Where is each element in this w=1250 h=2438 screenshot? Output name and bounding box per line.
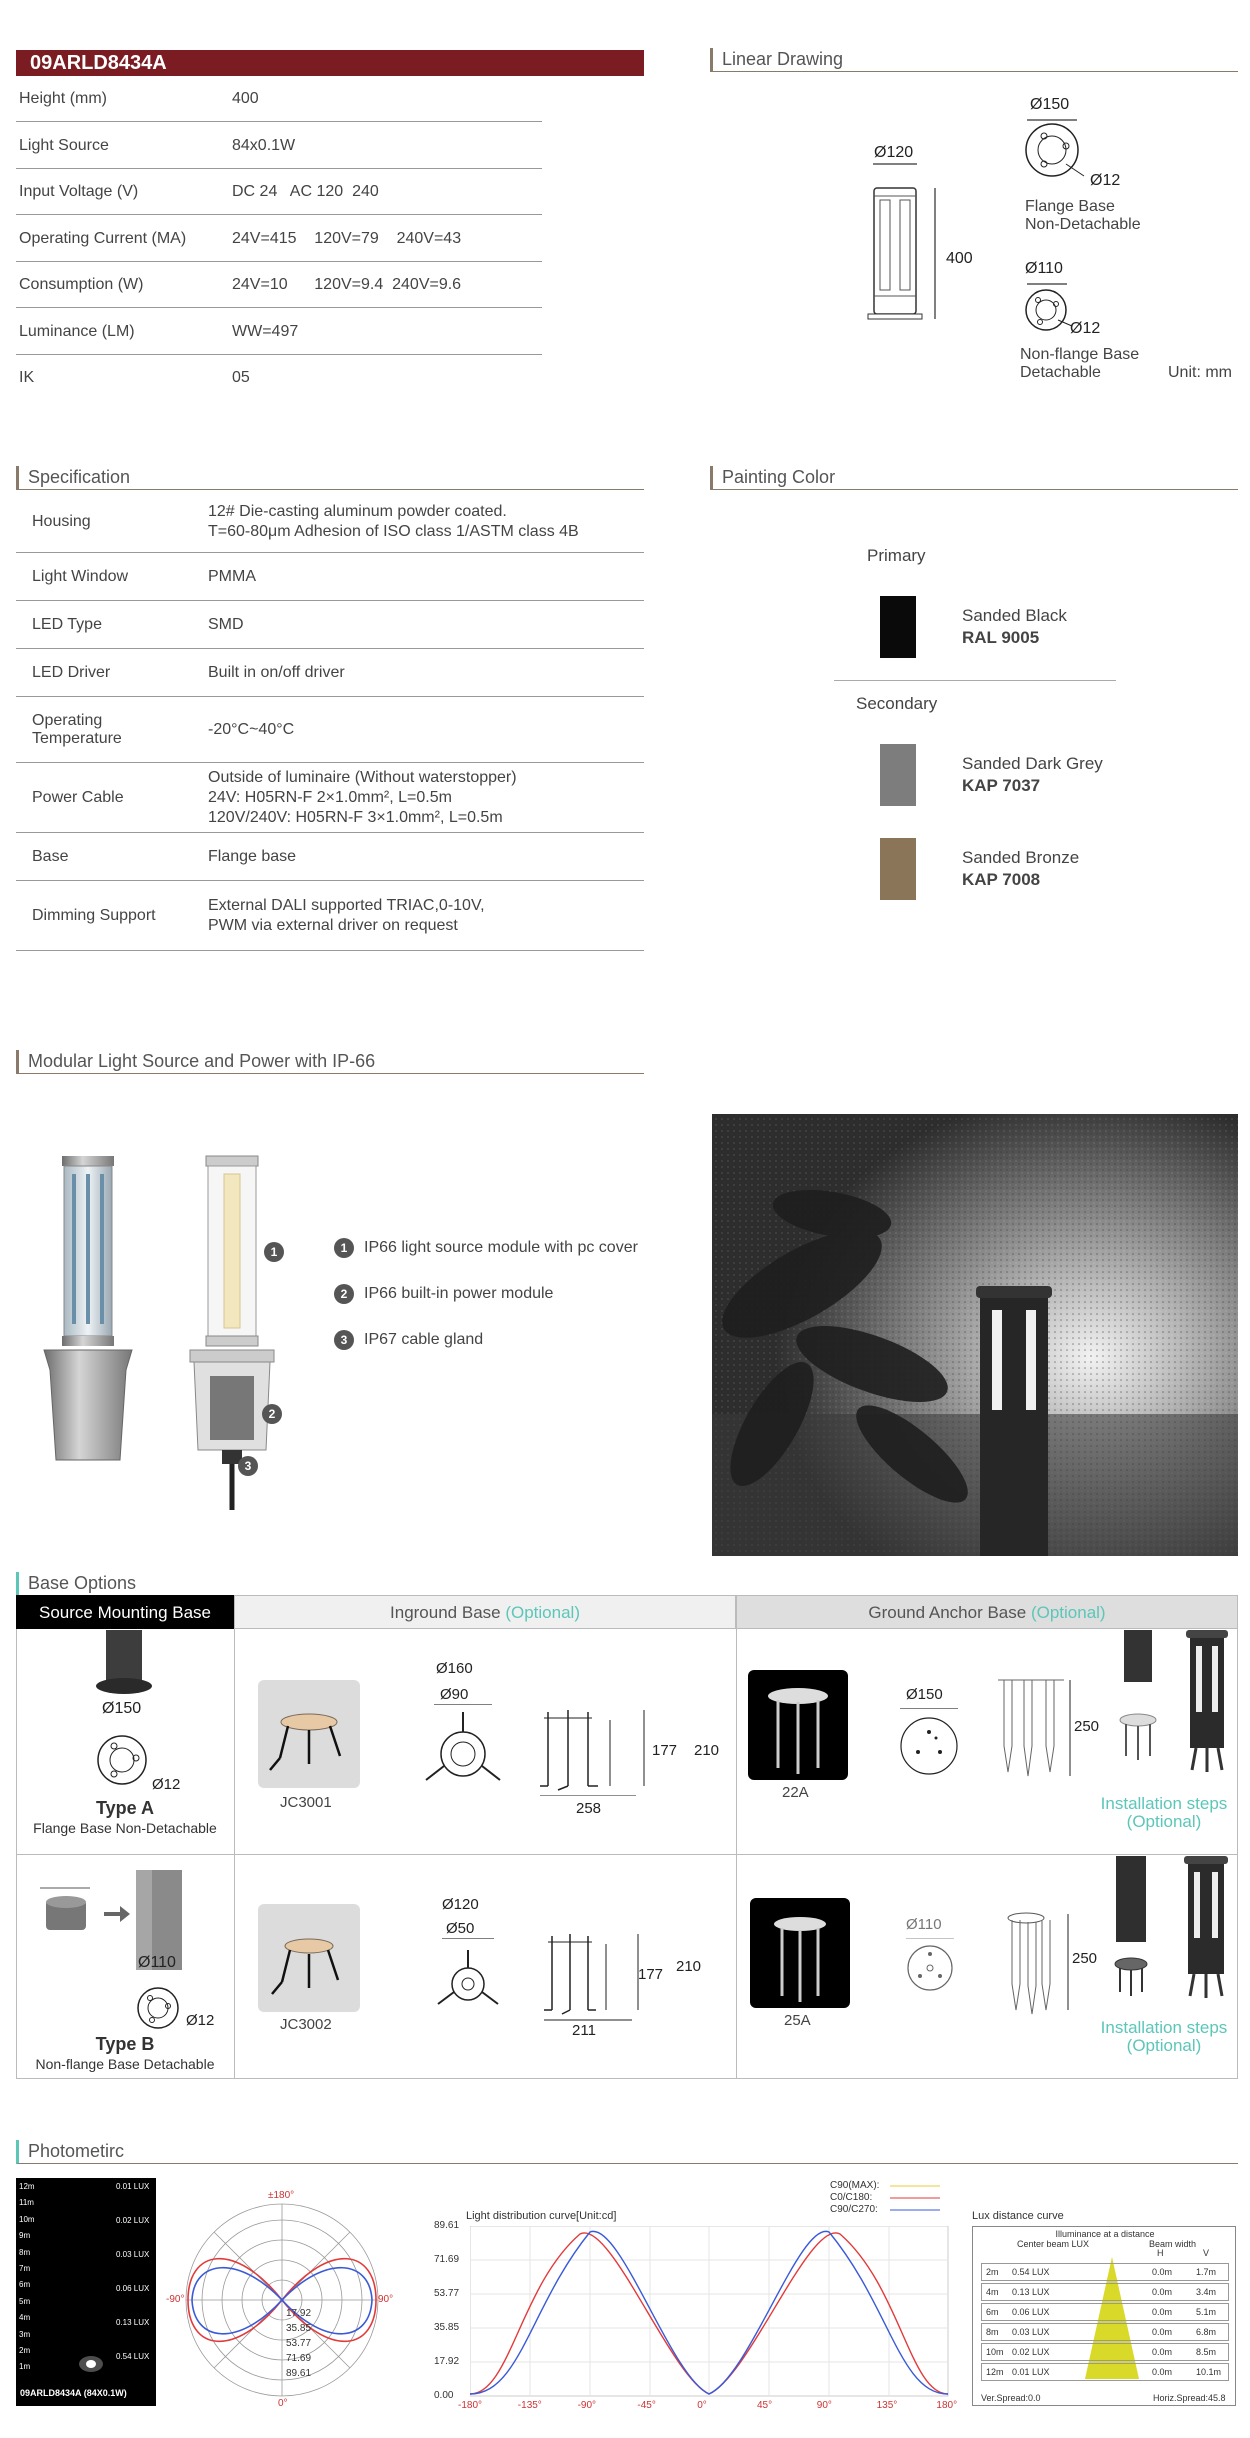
isolux-row-label-6: 6m [19, 2280, 31, 2290]
polar-top-label: ±180° [268, 2190, 295, 2201]
spec-value: DC 24 AC 120 240 [232, 183, 379, 200]
lux-row-5 [981, 2363, 1229, 2381]
curve-x-tick-2: -90° [577, 2400, 597, 2411]
polar-right-label: 90° [378, 2294, 394, 2305]
lux-h: 0.0m [1152, 2307, 1173, 2317]
type-b-nonflange-icon [134, 1984, 184, 2034]
color-name-1: Sanded Dark Grey [962, 754, 1103, 773]
color-swatch-1 [880, 744, 916, 806]
lux-h: 0.0m [1152, 2327, 1173, 2337]
lux-curve-title: Lux distance curve [972, 2210, 1064, 2222]
anchor-25a-optional: (Optional) [1126, 2036, 1202, 2055]
anchor-22a-side-drawing [994, 1676, 1074, 1786]
lux-v: 3.4m [1196, 2287, 1217, 2297]
color-swatch-0 [880, 596, 916, 658]
anchor-25a-side-drawing [1002, 1910, 1076, 2020]
polar-ring-label-1: 35.85 [286, 2323, 312, 2334]
curve-y-tick-5: 0.00 [434, 2390, 454, 2401]
spec-label: Light Source [19, 136, 109, 154]
module-item-text-1: IP66 built-in power module [364, 1285, 554, 1302]
lux-value: 0.54 LUX [1012, 2267, 1050, 2277]
lux-value: 0.06 LUX [1012, 2307, 1050, 2317]
module-item-badge-0: 1 [334, 1238, 354, 1258]
spec-label: Consumption (W) [19, 276, 144, 293]
spec-row-5 [16, 309, 542, 355]
lux-v: 10.1m [1196, 2367, 1222, 2377]
curve-y-tick-2: 53.77 [434, 2288, 460, 2299]
polar-bottom-label: 0° [278, 2398, 288, 2409]
isolux-row-label-4: 8m [19, 2247, 31, 2257]
lux-value: 0.02 LUX [1012, 2347, 1050, 2357]
module-item-badge-2: 3 [334, 1330, 354, 1350]
polar-ring-label-4: 89.61 [286, 2368, 312, 2379]
lux-row-4 [981, 2343, 1229, 2361]
nonflange-base-label: Non-flange Base [1020, 346, 1140, 363]
spec-row-4 [16, 262, 542, 308]
type-b-hole: Ø12 [186, 2012, 215, 2029]
jc3001-code: JC3001 [280, 1794, 332, 1811]
module-item-badge-1: 2 [334, 1284, 354, 1304]
jc3001-d2: Ø90 [440, 1686, 469, 1703]
color-code-1: KAP 7037 [962, 776, 1041, 795]
spec-row-0 [16, 76, 542, 122]
jc3002-top-drawing [430, 1938, 506, 2022]
polar-ring-label-3: 71.69 [286, 2353, 312, 2364]
header-anchor-text: Ground Anchor Base [868, 1603, 1027, 1622]
jc3001-h1: 177 [652, 1742, 678, 1759]
lux-v: 6.8m [1196, 2327, 1217, 2337]
dim-400: 400 [946, 250, 973, 267]
dim-12b: Ø12 [1070, 320, 1101, 337]
polar-ring-label-0: 17.92 [286, 2308, 312, 2319]
painting-color-title: Painting Color [710, 466, 1238, 490]
spec-value: 24V=10 120V=9.4 240V=9.6 [232, 276, 462, 293]
modular-title: Modular Light Source and Power with IP-66 [16, 1050, 644, 1074]
header-source-mounting: Source Mounting Base [16, 1595, 234, 1629]
header-anchor-optional: (Optional) [1030, 1603, 1106, 1622]
lux-col-h: H [1157, 2248, 1164, 2258]
dim-120: Ø120 [874, 144, 914, 161]
primary-label: Primary [867, 546, 926, 565]
curve-x-tick-7: 135° [876, 2400, 898, 2411]
specification-row-2 [16, 601, 644, 649]
curve-x-tick-4: 0° [697, 2400, 707, 2411]
jc3002-code: JC3002 [280, 2016, 332, 2033]
specification-label: Operating Temperature [32, 711, 122, 747]
lux-h: 0.0m [1152, 2347, 1173, 2357]
curve-legend-0: C90(MAX): [830, 2180, 880, 2191]
secondary-label: Secondary [856, 694, 938, 713]
jc3001-photo [258, 1680, 360, 1788]
color-name-2: Sanded Bronze [962, 848, 1080, 867]
anchor-22a-dia: Ø150 [906, 1686, 943, 1703]
isolux-lux-label-0: 0.01 LUX [116, 2182, 150, 2191]
specification-value: 12# Die-casting aluminum powder coated. T=60-80μm Adhesion of ISO class 1/ASTM class 4B [208, 502, 579, 540]
isolux-row-label-10: 2m [19, 2346, 31, 2355]
jc3002-d2: Ø50 [446, 1920, 475, 1937]
specification-row-6 [16, 833, 644, 881]
curve-y-tick-1: 71.69 [434, 2254, 460, 2265]
curve-x-tick-0: -180° [458, 2400, 483, 2411]
curve-x-tick-3: -45° [637, 2400, 656, 2411]
header-anchor [736, 1595, 1238, 1629]
header-inground-text: Inground Base [390, 1603, 501, 1622]
module-cutaway-drawing [180, 1150, 290, 1520]
specification-value: Built in on/off driver [208, 663, 345, 681]
header-inground-optional: (Optional) [505, 1603, 580, 1622]
lux-v: 8.5m [1196, 2347, 1217, 2357]
lux-value: 0.03 LUX [1012, 2327, 1050, 2337]
curve-x-tick-1: -135° [517, 2400, 542, 2411]
color-code-0: RAL 9005 [962, 628, 1040, 647]
specification-label: Light Window [32, 567, 129, 585]
lux-row-0 [981, 2263, 1229, 2281]
isolux-row-label-2: 10m [19, 2214, 35, 2224]
curve-y-tick-0: 89.61 [434, 2220, 460, 2231]
specification-value: SMD [208, 615, 244, 633]
anchor-25a-code: 25A [784, 2012, 811, 2029]
lux-distance: 8m [986, 2327, 999, 2337]
lux-v: 5.1m [1196, 2307, 1217, 2317]
anchor-22a-code: 22A [782, 1784, 809, 1801]
callout-3-badge: 3 [238, 1456, 258, 1476]
type-a-desc: Flange Base Non-Detachable [33, 1820, 217, 1836]
isolux-row-label-8: 4m [19, 2313, 31, 2323]
lux-row-1 [981, 2283, 1229, 2301]
lux-distance: 4m [986, 2287, 999, 2297]
specification-row-4 [16, 697, 644, 763]
isolux-lux-label-3: 0.06 LUX [116, 2284, 150, 2293]
specification-row-0 [16, 491, 644, 553]
photometric-title: Photometirc [16, 2140, 1238, 2164]
type-b-dia: Ø110 [138, 1954, 176, 1971]
callout-1-badge: 1 [264, 1242, 284, 1262]
lux-row-3 [981, 2323, 1229, 2341]
anchor-25a-top-drawing [902, 1938, 958, 1994]
anchor-25a-photo [750, 1898, 850, 2008]
dim-150: Ø150 [1030, 96, 1070, 113]
dim-12a: Ø12 [1090, 172, 1121, 189]
anchor-25a-h: 250 [1072, 1950, 1098, 1967]
lux-col-center: Center beam LUX [1017, 2239, 1090, 2249]
distribution-curve-chart [470, 2226, 950, 2414]
isolux-row-label-0: 12m [19, 2182, 35, 2191]
flange-base-icon [1022, 118, 1092, 188]
isolux-lux-label-1: 0.02 LUX [116, 2216, 150, 2225]
type-a-name: Type A [95, 1798, 154, 1818]
flange-base-label: Flange Base [1025, 198, 1115, 215]
type-a-dia: Ø150 [102, 1700, 142, 1717]
spec-value: 24V=415 120V=79 240V=43 [232, 229, 462, 247]
spec-label: Luminance (LM) [19, 322, 135, 340]
spec-value: 84x0.1W [232, 136, 296, 154]
spec-value: 05 [232, 369, 250, 386]
specification-label: LED Driver [32, 663, 111, 681]
ambient-scene-photo [712, 1114, 1238, 1556]
curve-legend-1: C0/C180: [830, 2192, 873, 2203]
specification-value: PMMA [208, 567, 256, 585]
anchor-25a-dia: Ø110 [906, 1916, 942, 1933]
specification-value: External DALI supported TRIAC,0-10V, PWM via external driver on request [208, 896, 485, 934]
color-name-0: Sanded Black [962, 606, 1067, 625]
isolux-row-label-7: 5m [19, 2296, 31, 2306]
anchor-25a-install-steps [1104, 1856, 1238, 2016]
polar-left-label: -90° [166, 2294, 185, 2305]
specification-label: Dimming Support [32, 906, 156, 924]
specification-row-1 [16, 553, 644, 601]
color-code-2: KAP 7008 [962, 870, 1041, 889]
curve-x-tick-6: 90° [816, 2400, 832, 2411]
base-options-title: Base Options [16, 1572, 1238, 1596]
lux-h: 0.0m [1152, 2267, 1173, 2277]
lux-h: 0.0m [1152, 2367, 1173, 2377]
curve-legend-2: C90/C270: [830, 2204, 878, 2215]
callout-2-badge: 2 [262, 1404, 282, 1424]
specification-value: Outside of luminaire (Without waterstopper) 24V: H05RN-F 2×1.0mm², L=0.5m 120V/240V: H05RN-F 3×1.0mm², L=0.5m [208, 768, 517, 826]
type-a-base-photo [94, 1630, 154, 1700]
bollard-side-drawing [860, 140, 970, 340]
anchor-22a-h: 250 [1074, 1718, 1100, 1735]
anchor-22a-optional: (Optional) [1126, 1812, 1202, 1831]
lux-hor-spread: Horiz.Spread:45.8 [1153, 2393, 1226, 2403]
spec-row-1 [16, 123, 542, 169]
spec-row-3 [16, 216, 542, 262]
lux-v: 1.7m [1196, 2267, 1217, 2277]
jc3001-d1: Ø160 [436, 1660, 473, 1677]
jc3002-w: 211 [572, 2022, 596, 2039]
specification-label: Housing [32, 512, 91, 530]
lux-ver-spread: Ver.Spread:0.0 [981, 2393, 1041, 2403]
specification-value: Flange base [208, 847, 297, 865]
lux-col-v: V [1203, 2248, 1210, 2258]
spec-label: Input Voltage (V) [19, 183, 139, 200]
linear-drawing-title: Linear Drawing [710, 48, 1238, 72]
detachable-label: Detachable [1020, 364, 1101, 381]
anchor-22a-top-drawing [894, 1708, 964, 1778]
isolux-caption: 09ARLD8434A (84X0.1W) [20, 2388, 127, 2398]
spec-label: Operating Current (MA) [19, 229, 187, 247]
spec-row-2 [16, 169, 542, 215]
specification-row-3 [16, 649, 644, 697]
isolux-hotspot [76, 2352, 106, 2376]
lux-col-beam: Beam width [1149, 2239, 1197, 2249]
isolux-lux-label-2: 0.03 LUX [116, 2250, 150, 2259]
jc3002-d1: Ø120 [442, 1896, 479, 1913]
curve-y-tick-4: 17.92 [434, 2356, 460, 2367]
polar-ring-label-2: 53.77 [286, 2338, 312, 2349]
jc3001-w: 258 [576, 1800, 602, 1817]
isolux-row-label-5: 7m [19, 2264, 31, 2273]
product-code-banner: 09ARLD8434A [16, 50, 644, 76]
specification-label: Base [32, 847, 69, 865]
type-b-name: Type B [95, 2034, 155, 2054]
type-b-base-photo [36, 1870, 206, 1980]
anchor-22a-steps: Installation steps [1100, 1794, 1228, 1813]
isolux-lux-label-5: 0.54 LUX [116, 2352, 150, 2361]
curve-x-tick-8: 180° [936, 2400, 958, 2411]
specification-row-7 [16, 881, 644, 951]
spec-value: WW=497 [232, 322, 299, 340]
isolux-row-label-11: 1m [19, 2362, 31, 2372]
module-item-text-0: IP66 light source module with pc cover [364, 1239, 638, 1256]
specification-label: Power Cable [32, 788, 124, 806]
color-divider [834, 680, 1116, 681]
color-swatch-2 [880, 838, 916, 900]
jc3002-h1: 177 [638, 1966, 664, 1983]
lux-value: 0.13 LUX [1012, 2287, 1050, 2297]
spec-value: 400 [232, 90, 259, 107]
unit-label: Unit: mm [1168, 364, 1232, 381]
lux-distance: 10m [986, 2347, 1004, 2357]
lux-distance: 12m [986, 2367, 1004, 2377]
specification-row-5 [16, 763, 644, 833]
jc3001-side-drawing [538, 1706, 648, 1796]
lux-header: Illuminance at a distance [1055, 2229, 1155, 2239]
jc3002-side-drawing [542, 1930, 642, 2022]
type-a-flange-icon [94, 1732, 150, 1788]
curve-y-tick-3: 35.85 [434, 2322, 460, 2333]
dim-110: Ø110 [1025, 260, 1063, 277]
lux-h: 0.0m [1152, 2287, 1173, 2297]
curve-x-tick-5: 45° [757, 2400, 773, 2411]
lux-row-2 [981, 2303, 1229, 2321]
type-a-hole: Ø12 [152, 1776, 181, 1793]
jc3002-photo [258, 1904, 360, 2012]
jc3001-top-drawing [420, 1704, 506, 1796]
lux-distance: 6m [986, 2307, 999, 2317]
module-item-text-2: IP67 cable gland [364, 1331, 484, 1348]
isolux-row-label-1: 11m [19, 2198, 34, 2208]
spec-row-6 [16, 355, 542, 401]
light-module-photo [36, 1150, 146, 1470]
type-b-desc: Non-flange Base Detachable [35, 2056, 215, 2072]
jc3002-h2: 210 [676, 1958, 702, 1975]
lux-distance: 2m [986, 2267, 999, 2277]
isolux-panel [16, 2178, 156, 2406]
anchor-22a-install-steps [1112, 1630, 1238, 1790]
jc3001-h2: 210 [694, 1742, 720, 1759]
specification-value: -20°C~40°C [208, 720, 295, 738]
isolux-lux-label-4: 0.13 LUX [116, 2318, 150, 2327]
curve-title: Light distribution curve[Unit:cd] [466, 2210, 617, 2222]
specification-title: Specification [16, 466, 644, 490]
anchor-25a-steps: Installation steps [1100, 2018, 1228, 2037]
spec-label: IK [19, 369, 35, 386]
row-divider [16, 1854, 1238, 1855]
spec-label: Height (mm) [19, 90, 108, 107]
specification-label: LED Type [32, 615, 102, 633]
lux-table [972, 2226, 1236, 2406]
header-inground [234, 1595, 736, 1629]
non-detachable-label: Non-Detachable [1025, 216, 1141, 233]
isolux-row-label-3: 9m [19, 2231, 31, 2241]
isolux-row-label-9: 3m [19, 2329, 31, 2339]
anchor-22a-photo [748, 1670, 848, 1780]
lux-value: 0.01 LUX [1012, 2367, 1050, 2377]
